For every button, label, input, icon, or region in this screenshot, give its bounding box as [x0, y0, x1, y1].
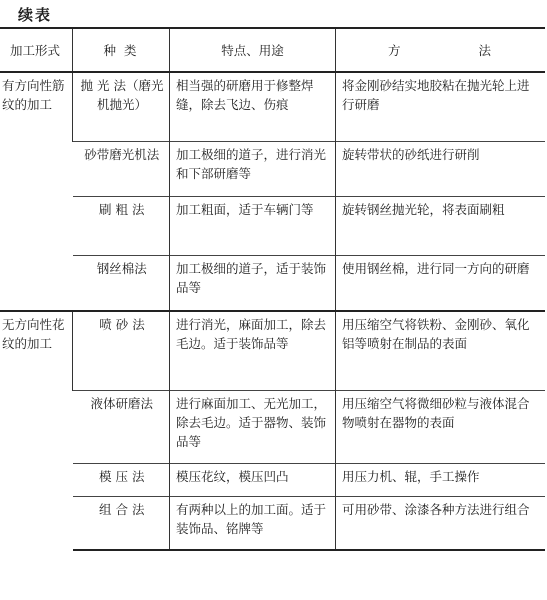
feature-cell: 相当强的研磨用于修整焊缝，除去飞边、伤痕: [170, 72, 336, 142]
table-row: [0, 464, 545, 497]
feature-cell: 加工极细的道子，适于装饰品等: [170, 256, 336, 312]
table-row: [0, 497, 545, 551]
feature-cell: 进行消光，麻面加工，除去毛边。适于装饰品等: [170, 311, 336, 391]
method-cell: 使用钢丝棉，进行同一方向的研磨: [336, 256, 546, 312]
method-cell: 将金刚砂结实地胶粘在抛光轮上进行研磨: [336, 72, 546, 142]
header-form: 加工形式: [0, 28, 73, 72]
header-type: 种 类: [73, 28, 170, 72]
feature-cell: 加工极细的道子，进行消光和下部研磨等: [170, 142, 336, 197]
table-caption: 续表: [18, 6, 53, 24]
type-cell: 液体研磨法: [73, 391, 170, 464]
method-cell: 旋转带状的砂纸进行研削: [336, 142, 546, 197]
type-cell: 刷 粗 法: [73, 197, 170, 256]
feature-cell: 有两种以上的加工面。适于装饰品、铭牌等: [170, 497, 336, 551]
table-header-row: [0, 28, 545, 72]
group-form-cell: 无方向性花纹的加工: [0, 311, 73, 550]
type-cell: 抛 光 法（磨光机抛光）: [73, 72, 170, 142]
method-cell: 可用砂带、涂漆各种方法进行组合: [336, 497, 546, 551]
method-cell: 用压力机、辊，手工操作: [336, 464, 546, 497]
feature-cell: 加工粗面，适于车辆门等: [170, 197, 336, 256]
type-cell: 模 压 法: [73, 464, 170, 497]
table-row: [0, 311, 545, 391]
table-row: [0, 391, 545, 464]
type-cell: 喷 砂 法: [73, 311, 170, 391]
feature-cell: 模压花纹，模压凹凸: [170, 464, 336, 497]
method-cell: 旋转钢丝抛光轮，将表面刷粗: [336, 197, 546, 256]
type-cell: 组 合 法: [73, 497, 170, 551]
type-cell: 钢丝棉法: [73, 256, 170, 312]
table-row: [0, 72, 545, 142]
header-method-label: 方 法: [388, 42, 493, 58]
type-cell: 砂带磨光机法: [73, 142, 170, 197]
process-table: [0, 27, 545, 551]
header-method: [336, 28, 546, 72]
table-row: [0, 142, 545, 197]
group-form-cell: 有方向性筋纹的加工: [0, 72, 73, 311]
method-cell: 用压缩空气将微细砂粒与液体混合物喷射在器物的表面: [336, 391, 546, 464]
header-feature: 特点、用途: [170, 28, 336, 72]
table-row: [0, 197, 545, 256]
method-cell: 用压缩空气将铁粉、金刚砂、氧化铝等喷射在制品的表面: [336, 311, 546, 391]
table-row: [0, 256, 545, 312]
feature-cell: 进行麻面加工、无光加工，除去毛边。适于器物、装饰品等: [170, 391, 336, 464]
